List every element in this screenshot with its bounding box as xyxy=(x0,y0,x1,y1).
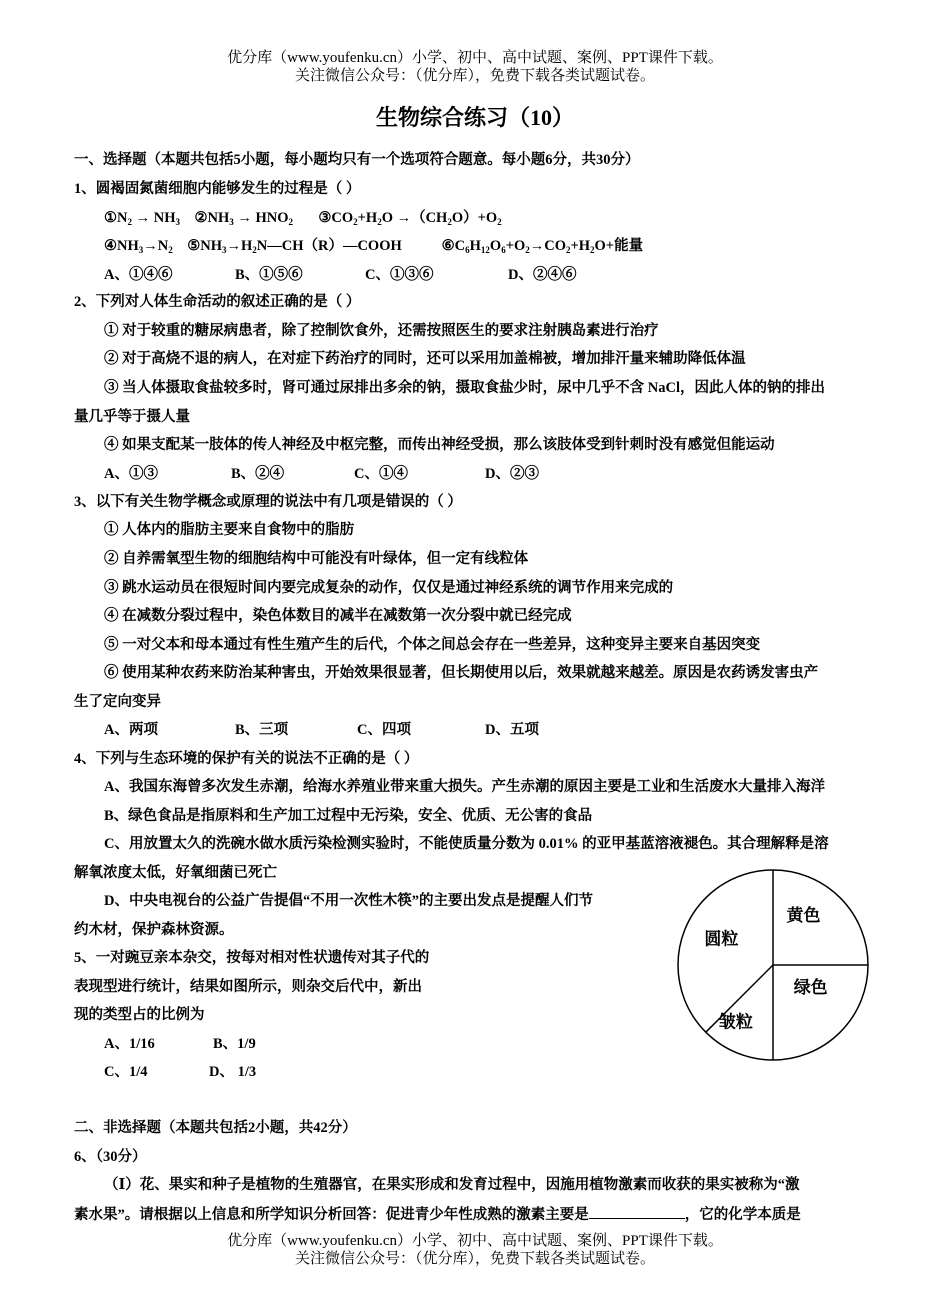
phenotype-pie-chart xyxy=(668,866,878,1066)
q3-option-b: B、三项 xyxy=(235,722,289,738)
q5-stem-line-3: 现的类型占的比例为 xyxy=(74,1007,205,1023)
q3-stem: 3、以下有关生物学概念或原理的说法中有几项是错误的（ ） xyxy=(74,494,462,510)
section-2-heading: 二、非选择题（本题共包括2小题，共42分） xyxy=(74,1120,357,1136)
q5-stem-line-2: 表现型进行统计，结果如图所示，则杂交后代中，新出 xyxy=(74,979,422,995)
header-line-1: 优分库（www.youfenku.cn）小学、初中、高中试题、案例、PPT课件下载。 xyxy=(227,50,723,66)
q4-stem: 4、下列与生态环境的保护有关的说法不正确的是（ ） xyxy=(74,751,419,767)
q6-paragraph-line-2-end: ，它的化学本质是 xyxy=(684,1207,801,1223)
q4-option-d: D、中央电视台的公益广告提倡“不用一次性木筷”的主要出发点是提醒人们节 xyxy=(104,893,593,909)
pie-label-1: 绿色 xyxy=(793,977,828,997)
q2-option-a: A、①③ xyxy=(104,466,158,482)
q3-statement-5: ⑤ 一对父本和母本通过有性生殖产生的后代，个体之间总会存在一些差异，这种变异主要来自基因突变 xyxy=(104,637,761,653)
footer-line-1: 优分库（www.youfenku.cn）小学、初中、高中试题、案例、PPT课件下载。 xyxy=(227,1233,723,1249)
pie-label-2: 皱粒 xyxy=(718,1012,753,1032)
q3-statement-2: ② 自养需氧型生物的细胞结构中可能没有叶绿体，但一定有线粒体 xyxy=(104,551,529,567)
q2-stem: 2、下列对人体生命活动的叙述正确的是（ ） xyxy=(74,294,361,310)
q5-option-c: C、1/4 xyxy=(104,1064,148,1080)
q4-option-c-cont: 解氧浓度太低，好氧细菌已死亡 xyxy=(74,865,277,881)
q3-statement-6: ⑥ 使用某种农药来防治某种害虫，开始效果很显著，但长期使用以后，效果就越来越差。原因是农药诱发害虫产 xyxy=(104,665,819,681)
q2-option-c: C、①④ xyxy=(354,466,408,482)
q5-option-a: A、1/16 xyxy=(104,1036,155,1052)
q4-option-c: C、用放置太久的洗碗水做水质污染检测实验时，不能使质量分数为 0.01% 的亚甲基蓝溶液褪色。其合理解释是溶 xyxy=(104,836,829,852)
footer-line-2: 关注微信公众号：（优分库），免费下载各类试题试卷。 xyxy=(294,1251,655,1267)
q2-statement-3-cont: 量几乎等于摄人量 xyxy=(74,409,190,425)
q6-paragraph-line-1: （Ⅰ）花、果实和种子是植物的生殖器官，在果实形成和发育过程中，因施用植物激素而收获的果实被称为“激 xyxy=(104,1177,800,1193)
q3-option-d: D、五项 xyxy=(485,722,539,738)
q2-statement-2: ② 对于高烧不退的病人，在对症下药治疗的同时，还可以采用加盖棉被，增加排汗量来辅助降低体温 xyxy=(104,351,746,367)
q5-stem-line-1: 5、一对豌豆亲本杂交，按每对相对性状遗传对其子代的 xyxy=(74,950,430,966)
q2-option-d: D、②③ xyxy=(485,466,539,482)
q1-option-c: C、①③⑥ xyxy=(365,267,434,283)
q4-option-a: A、我国东海曾多次发生赤潮，给海水养殖业带来重大损失。产生赤潮的原因主要是工业和生活废水大量排入海洋 xyxy=(104,779,825,795)
q3-statement-6-cont: 生了定向变异 xyxy=(74,694,161,710)
q1-processes-row-1: $①N_2 \to NH_3$ $②NH_3 \to HNO_2$ $③CO_2+H_2O \to(CH_2O)+O_2$ xyxy=(104,210,502,227)
page-title: 生物综合练习（10） xyxy=(375,105,574,130)
q2-statement-3: ③ 当人体摄取食盐较多时，肾可通过尿排出多余的钠，摄取食盐少时，尿中几乎不含 NaCl，因此人体的钠的排出 xyxy=(104,380,825,396)
header-line-2: 关注微信公众号：（优分库），免费下载各类试题试卷。 xyxy=(294,68,655,84)
q3-option-c: C、四项 xyxy=(357,722,411,738)
q3-statement-1: ① 人体内的脂肪主要来自食物中的脂肪 xyxy=(104,522,355,538)
q3-statement-3: ③ 跳水运动员在很短时间内要完成复杂的动作，仅仅是通过神经系统的调节作用来完成的 xyxy=(104,580,674,596)
q2-option-b: B、②④ xyxy=(231,466,285,482)
q1-option-a: A、①④⑥ xyxy=(104,267,173,283)
q6-paragraph-line-2 xyxy=(74,1204,801,1225)
q5-option-d: D、 1/3 xyxy=(209,1064,257,1080)
q5-option-b: B、1/9 xyxy=(213,1036,256,1052)
q4-option-d-cont: 约木材，保护森林资源。 xyxy=(74,922,234,938)
answer-blank[interactable] xyxy=(589,1204,685,1219)
q1-processes-row-2: $④NH_3\to N_2$ $⑤NH_3\to H_2N—CH(R)—COOH$ $⑥C_6H_{12}O_6+O_2\to CO_2+H_2O+$能量 xyxy=(104,238,644,255)
q1-option-d: D、②④⑥ xyxy=(508,267,577,283)
pie-label-3: 圆粒 xyxy=(704,929,739,949)
q3-statement-4: ④ 在减数分裂过程中，染色体数目的减半在减数第一次分裂中就已经完成 xyxy=(104,608,572,624)
q2-statement-4: ④ 如果支配某一肢体的传人神经及中枢完整，而传出神经受损，那么该肢体受到针刺时没有感觉但能运动 xyxy=(104,437,775,453)
q6-heading: 6、（30分） xyxy=(74,1149,147,1165)
q2-statement-1: ① 对于较重的糖尿病患者，除了控制饮食外，还需按照医生的要求注射胰岛素进行治疗 xyxy=(104,323,659,339)
q1-option-b: B、①⑤⑥ xyxy=(235,267,303,283)
q1-stem: 1、圆褐固氮菌细胞内能够发生的过程是（ ） xyxy=(74,181,361,197)
q3-option-a: A、两项 xyxy=(104,722,158,738)
q6-paragraph-line-2-start: 素水果”。请根据以上信息和所学知识分析回答：促进青少年性成熟的激素主要是 xyxy=(74,1207,589,1223)
q4-option-b: B、绿色食品是指原料和生产加工过程中无污染，安全、优质、无公害的食品 xyxy=(104,808,593,824)
pie-label-0: 黄色 xyxy=(786,905,821,925)
section-1-heading: 一、选择题（本题共包括5小题，每小题均只有一个选项符合题意。每小题6分，共30分） xyxy=(74,152,640,168)
